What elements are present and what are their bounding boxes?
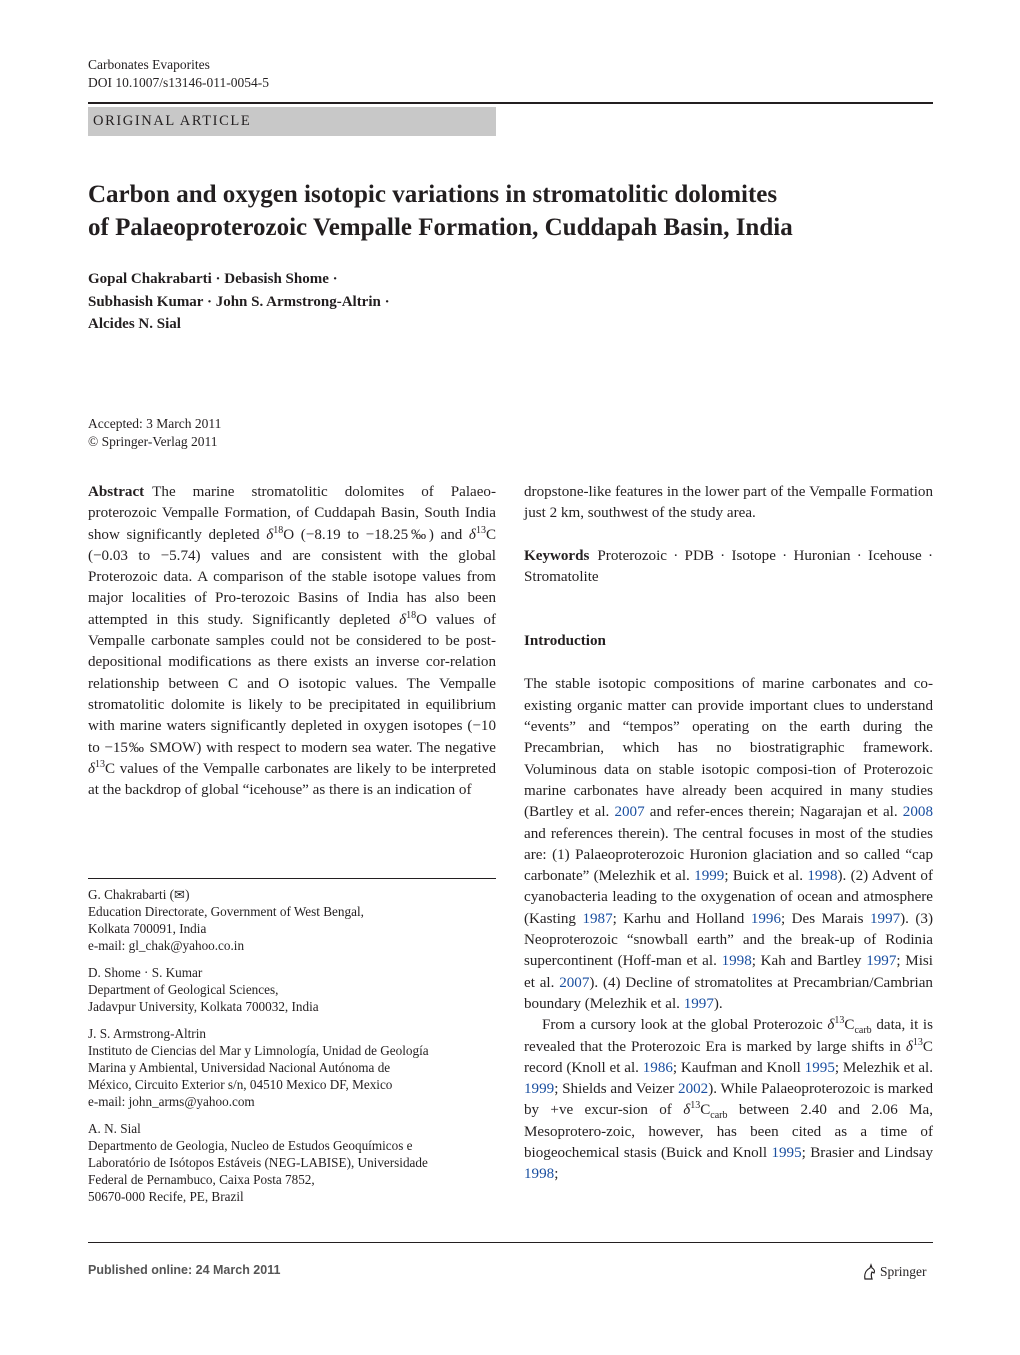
affiliation-name: G. Chakrabarti (✉) (88, 887, 190, 902)
sub-carb: carb (710, 1110, 728, 1122)
published-date: Published online: 24 March 2011 (88, 1263, 281, 1277)
intro-text: between 2.40 and 2.06 Ma, Mesoprotero-zoic, however, has been cited as a time of biogeochemical stasis (Buick and Knoll (524, 1102, 933, 1162)
affiliation-block (88, 964, 496, 1015)
authors-line-2[interactable]: Subhasish Kumar · John S. Armstrong-Altrin · (88, 293, 390, 310)
sup-18: 18 (406, 609, 417, 621)
intro-text: ; Karhu and Holland (612, 910, 745, 927)
keywords-text: Proterozoic · PDB · Isotope · Huronian · Icehouse · Stromatolite (524, 547, 933, 585)
affiliation-line: Marina y Ambiental, Universidad Nacional Autónoma de (88, 1060, 391, 1075)
sup-13: 13 (834, 1015, 845, 1027)
abstract-part-5: C values of the Vempalle carbonates are likely to be interpreted at the backdrop of global “icehouse” as there is an indication of (88, 760, 496, 799)
abstract-part-4: O values of Vempalle carbonate samples could not be considered to be post-depositional modifications as there exists an inverse cor-relation relationship between C and O isotopic values. The Vempalle stromatolitic dolomite is likely to be precipitated in equilibrium with marine waters significantly depleted in oxygen isotopes (−10 to −15‰ SMOW) with respect to modern sea water. The negative (88, 611, 496, 756)
intro-text: ). While Palaeoproterozoic is marked by +ve excur-sion of (524, 1081, 933, 1119)
article-title (88, 178, 933, 244)
sup-18: 18 (273, 524, 284, 536)
intro-text: ). (2) Advent of cyanobacteria leading to the oxygenation of ocean and atmosphere (Kasting (524, 868, 933, 927)
abstract-continuation: dropstone-like features in the lower part of the Vempalle Formation just 2 km, southwest of the study area. (524, 484, 933, 522)
copyright: © Springer-Verlag 2011 (88, 434, 218, 449)
affiliation-name: A. N. Sial (88, 1121, 141, 1136)
delta-symbol: δ (399, 611, 407, 628)
affiliation-line: México, Circuito Exterior s/n, 04510 Mexico DF, Mexico (88, 1077, 393, 1092)
citation-link[interactable]: 1998 (807, 868, 838, 885)
sub-carb: carb (854, 1025, 872, 1037)
citation-link[interactable]: 2008 (902, 804, 933, 821)
accepted-date: Accepted: 3 March 2011 (88, 416, 222, 431)
article-type-banner: ORIGINAL ARTICLE (88, 107, 496, 136)
intro-text: and references therein). The central focuses in most of the studies are: (1) Palaeoproterozoic Huronion glaciation and so called “cap carbonate” (Melezhik et al. (524, 825, 933, 885)
citation-link[interactable]: 1995 (804, 1059, 835, 1076)
affiliation-line: Federal de Pernambuco, Caixa Posta 7852, (88, 1172, 315, 1187)
abstract-part-2: O (−8.19 to −18.25‰) and (283, 526, 463, 543)
affiliation-line: Departmento de Geologia, Nucleo de Estudos Geoquímicos e (88, 1138, 413, 1153)
affiliation-line: Laboratório de Isótopos Estáveis (NEG-LABISE), Universidade (88, 1155, 428, 1170)
affiliation-name: D. Shome · S. Kumar (88, 965, 203, 980)
delta-symbol: δ (468, 526, 476, 543)
intro-text: ; Buick et al. (724, 868, 804, 885)
affiliation-line: Instituto de Ciencias del Mar y Limnología, Unidad de Geología (88, 1043, 429, 1058)
title-line-2: of Palaeoproterozoic Vempalle Formation, Cuddapah Basin, India (88, 214, 793, 241)
intro-text: ; (554, 1166, 559, 1183)
citation-link[interactable]: 1997 (869, 910, 901, 927)
sup-13: 13 (690, 1100, 701, 1112)
intro-text: ; Shields and Veizer (554, 1081, 675, 1098)
introduction-paragraph-1 (524, 674, 933, 1015)
journal-name: Carbonates Evaporites (88, 57, 210, 72)
intro-text: ; Brasier and Lindsay (801, 1145, 933, 1162)
intro-text: The stable isotopic compositions of marine carbonates and co-existing organic matter can provide important clues to understand “events” and “tempos” operating on the earth during the Precambrian, which has no biostratigraphic framework. Voluminous data on stable isotopic composi-tion of Proterozoic marine carbonates have already been acquired in many studies (Bartley et al. (524, 676, 933, 821)
citation-link[interactable]: 1997 (866, 953, 897, 970)
publisher-name: Springer (880, 1264, 927, 1279)
citation-link[interactable]: 2007 (559, 974, 590, 991)
citation-link[interactable]: 2007 (614, 804, 645, 821)
intro-text: ; Des Marais (781, 910, 864, 927)
doi[interactable]: DOI 10.1007/s13146-011-0054-5 (88, 75, 269, 90)
citation-link[interactable]: 1998 (721, 953, 752, 970)
affiliation-name: J. S. Armstrong-Altrin (88, 1026, 206, 1041)
author-list (88, 268, 588, 336)
intro-text: ). (4) Decline of stromatolites at Precambrian/Cambrian boundary (Melezhik et al. (524, 974, 933, 1012)
affiliation-line: Kolkata 700091, India (88, 921, 207, 936)
sup-13: 13 (95, 758, 106, 770)
intro-text: ). (713, 995, 723, 1012)
affiliations (88, 886, 496, 1215)
citation-link[interactable]: 1987 (582, 910, 613, 927)
sup-13: 13 (475, 524, 486, 536)
introduction-heading: Introduction (524, 633, 606, 650)
affiliation-line: Jadavpur University, Kolkata 700032, India (88, 999, 319, 1014)
introduction-paragraph-2: From a cursory look at the global Proterozoic $\delta^{13}C_{carb}$ data, it is revealed that the Proterozoic Era is marked by large shifts in $\delta^{13}C$ record (Knoll et al. 1986; Kaufman and Knoll 1995; Melezhik et al. 1999; Shields and Veizer 2002). While Palaeoproterozoic is marked by +ve excur-sion of $\delta^{13}C_{carb}$ between 2.40 and 2.06 Ma, Mesoprotero-zoic, however, has been cited as a time of biogeochemical stasis (Buick and Knoll 1995; Brasier and Lindsay 1998; (524, 1015, 934, 1183)
affiliation-email[interactable]: e-mail: gl_chak@yahoo.co.in (88, 938, 245, 953)
affiliation-block (88, 886, 496, 954)
abstract-text (88, 482, 496, 801)
citation-link[interactable]: 1998 (524, 1166, 555, 1183)
affiliation-email[interactable]: e-mail: john_arms@yahoo.com (88, 1094, 255, 1109)
article-dates (88, 415, 221, 451)
delta-symbol: δ (683, 1102, 691, 1119)
citation-link[interactable]: 1999 (524, 1081, 555, 1098)
affiliation-rule (88, 878, 496, 879)
citation-link[interactable]: 1999 (694, 868, 725, 885)
citation-link[interactable]: 1996 (750, 910, 781, 927)
abstract-part-1: The marine stromatolitic dolomites of Palaeo-proterozoic Vempalle Formation, of Cuddapah Basin, South India show significantly depleted (88, 484, 496, 543)
header-rule (88, 102, 933, 104)
authors-line-3[interactable]: Alcides N. Sial (88, 316, 181, 332)
affiliation-block (88, 1025, 496, 1110)
affiliation-block (88, 1120, 496, 1205)
delta-symbol: δ (905, 1038, 913, 1055)
intro-text: ; Kah and Bartley (751, 953, 862, 970)
abstract-label: Abstract (88, 484, 145, 500)
citation-link[interactable]: 1995 (771, 1145, 802, 1162)
sup-13: 13 (912, 1036, 923, 1048)
right-column (524, 482, 933, 1186)
keywords-label: Keywords (524, 547, 590, 564)
citation-link[interactable]: 1997 (683, 995, 714, 1012)
intro-text: ). (3) Neoproterozoic “snowball earth” and the break-up of Rodinia supercontinent (Hoff-man et al. (524, 910, 934, 970)
affiliation-line: Department of Geological Sciences, (88, 982, 279, 997)
delta-symbol: δ (827, 1017, 835, 1034)
delta-symbol: δ (88, 760, 96, 777)
intro-text: ; Kaufman and Knoll (672, 1059, 801, 1076)
delta-symbol: δ (266, 526, 274, 543)
keywords (524, 546, 933, 589)
affiliation-line: Education Directorate, Government of West Bengal, (88, 904, 364, 919)
abstract (88, 482, 496, 801)
springer-horse-icon (862, 1263, 876, 1281)
intro-text: and refer-ences therein; Nagarajan et al. (649, 804, 898, 821)
title-line-1: Carbon and oxygen isotopic variations in stromatolitic dolomites (88, 181, 778, 208)
intro-text: From a cursory look at the global Proterozoic (542, 1017, 823, 1034)
citation-link[interactable]: 2002 (678, 1081, 709, 1098)
intro-text: data, it is revealed that the Proterozoic Era is marked by large shifts in (524, 1017, 933, 1055)
intro-text: ; Melezhik et al. (834, 1059, 934, 1076)
footer-rule (88, 1242, 933, 1243)
authors-line-1[interactable]: Gopal Chakrabarti · Debasish Shome · (88, 271, 338, 287)
citation-link[interactable]: 1986 (642, 1059, 673, 1076)
intro-text: C record (Knoll et al. (524, 1038, 933, 1076)
affiliation-line: 50670-000 Recife, PE, Brazil (88, 1189, 244, 1204)
abstract-part-3: C (−0.03 to −5.74) values and are consistent with the global Proterozoic data. A comparison of the stable isotope values from major localities of Pro-terozoic Basins of India has also been attempted in this study. Significantly depleted (88, 526, 497, 628)
publisher-logo (862, 1263, 927, 1281)
intro-text: ; Misi et al. (524, 953, 933, 991)
